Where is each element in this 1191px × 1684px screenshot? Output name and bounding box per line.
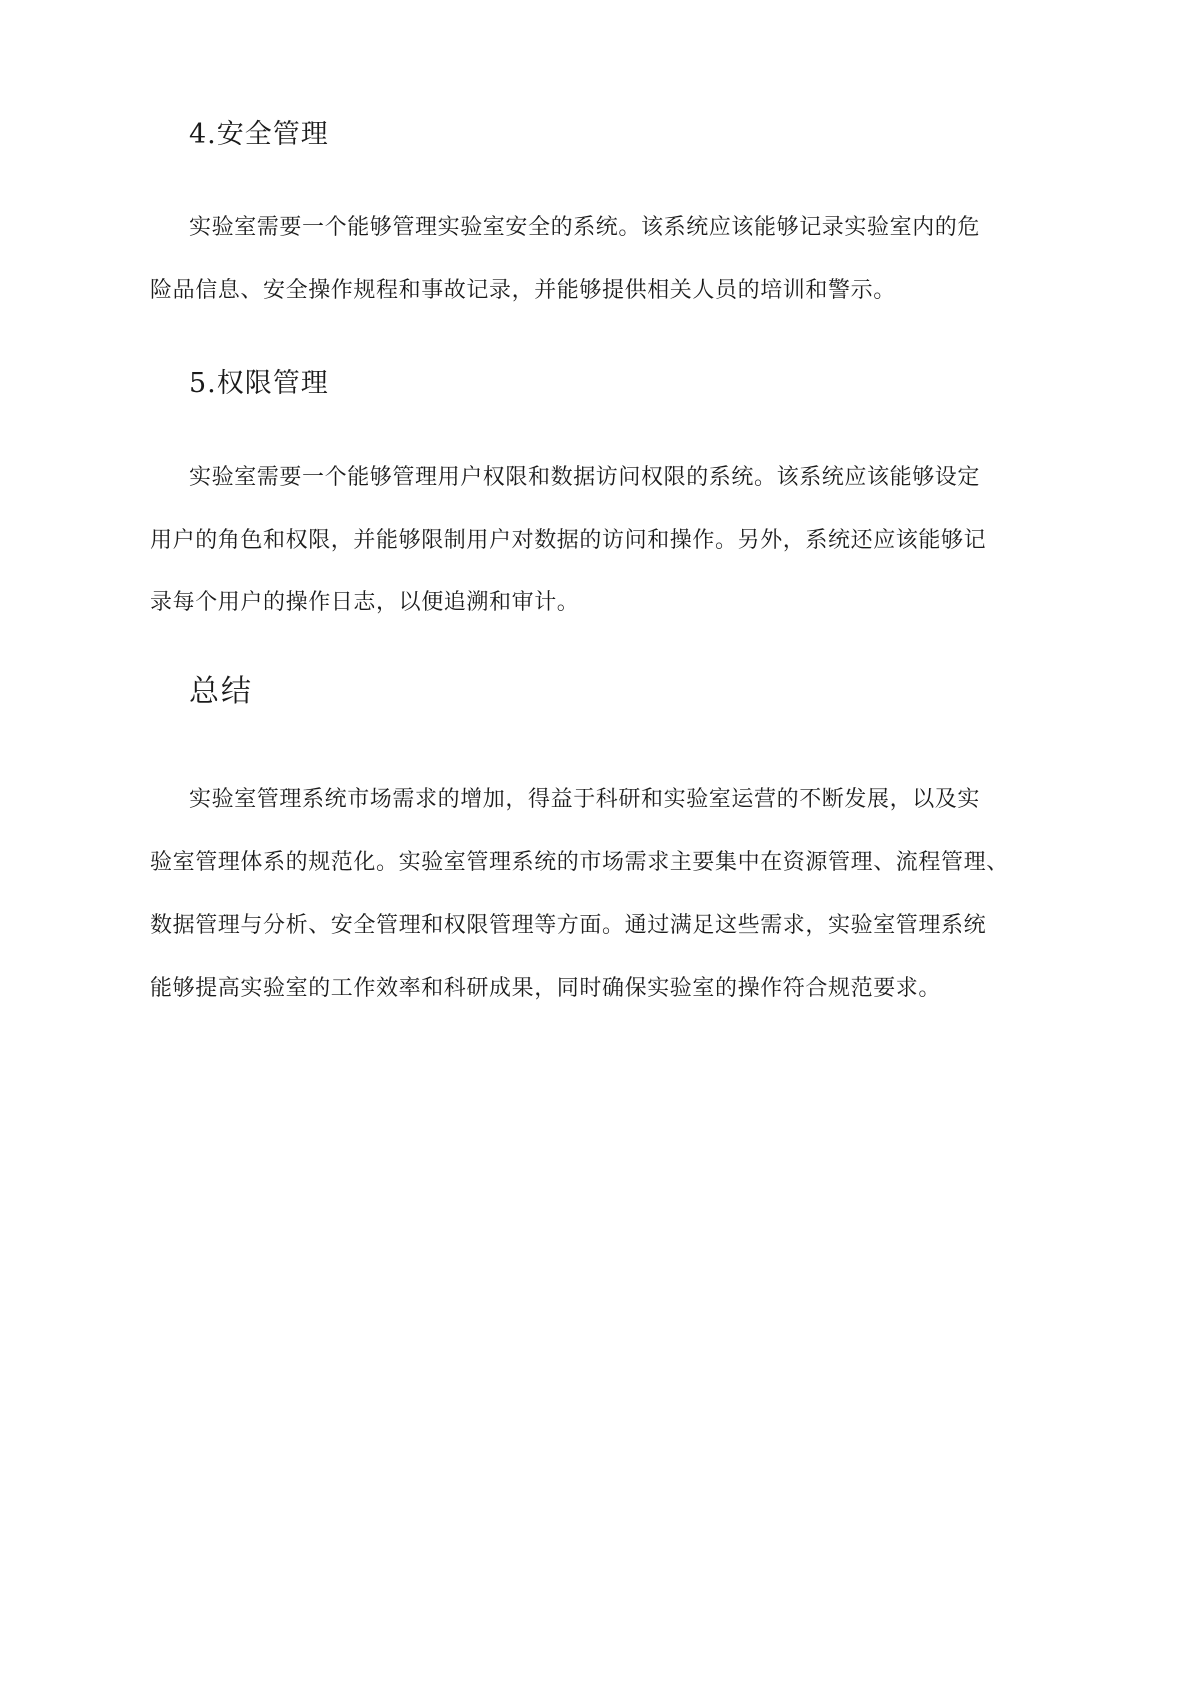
- paragraph-line: 实验室需要一个能够管理用户权限和数据访问权限的系统。该系统应该能够设定: [189, 465, 981, 490]
- paragraph-line: 险品信息、安全操作规程和事故记录，并能够提供相关人员的培训和警示。: [150, 278, 896, 303]
- paragraph-line: 录每个用户的操作日志，以便追溯和审计。: [150, 590, 580, 615]
- paragraph-line: 实验室管理系统市场需求的增加，得益于科研和实验室运营的不断发展，以及实: [189, 787, 981, 812]
- paragraph-line: 验室管理体系的规范化。实验室管理系统的市场需求主要集中在资源管理、流程管理、: [150, 850, 1009, 875]
- paragraph-line: 实验室需要一个能够管理实验室安全的系统。该系统应该能够记录实验室内的危: [189, 215, 981, 240]
- paragraph-line: 能够提高实验室的工作效率和科研成果，同时确保实验室的操作符合规范要求。: [150, 976, 942, 1001]
- section-heading-permissions: 5.权限管理: [189, 368, 329, 399]
- paragraph-line: 用户的角色和权限，并能够限制用户对数据的访问和操作。另外，系统还应该能够记: [150, 528, 987, 553]
- summary-heading: 总结: [189, 674, 253, 709]
- paragraph-line: 数据管理与分析、安全管理和权限管理等方面。通过满足这些需求，实验室管理系统: [150, 913, 987, 938]
- section-heading-safety: 4.安全管理: [189, 119, 329, 150]
